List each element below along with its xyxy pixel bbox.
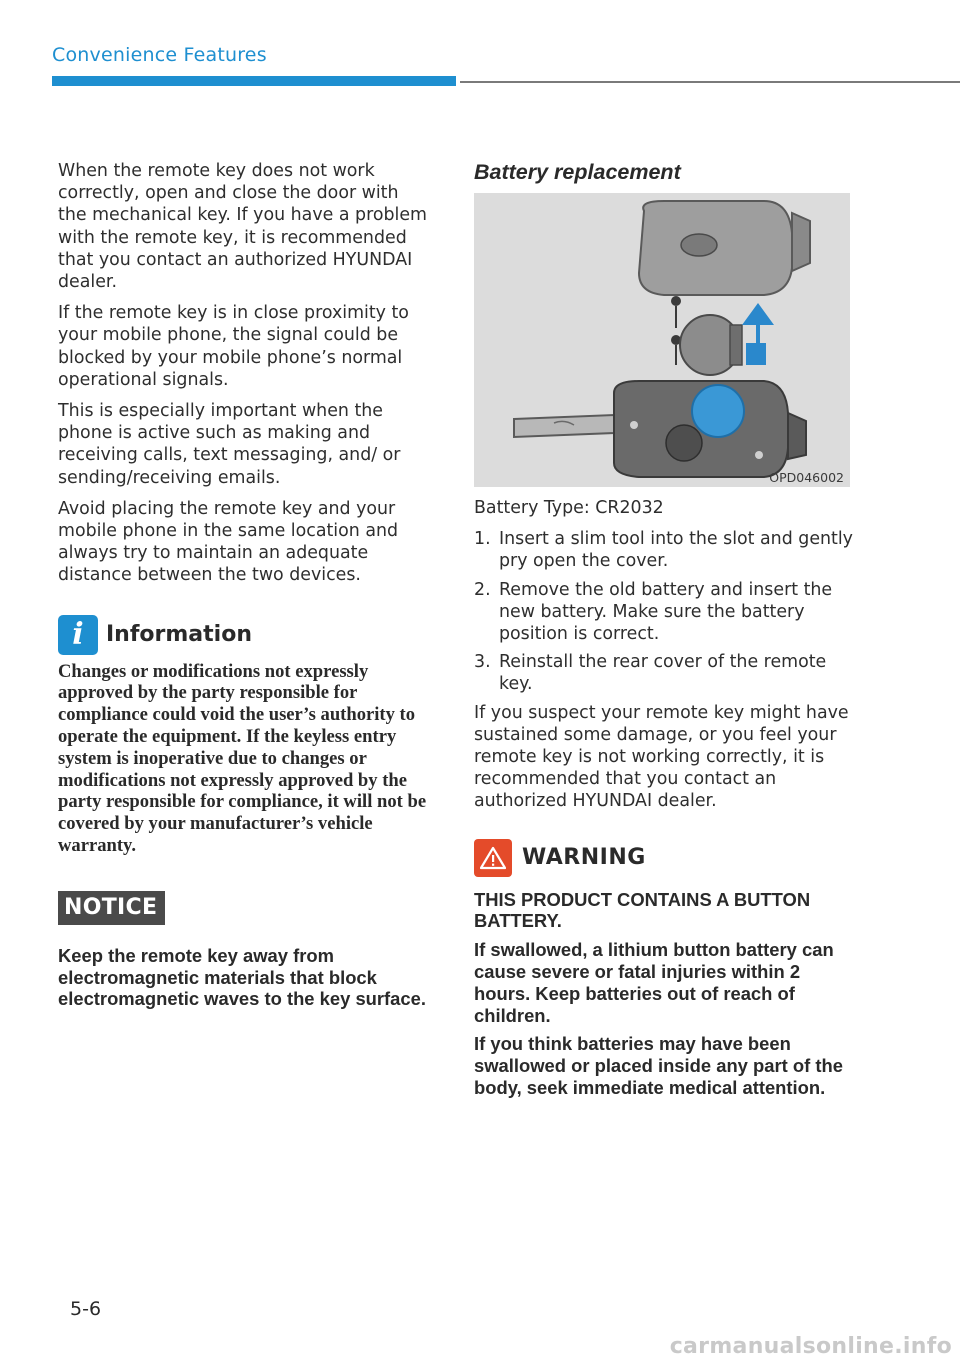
watermark: carmanualsonline.info <box>669 1334 952 1359</box>
remote-key-battery-figure <box>474 193 850 487</box>
figure-code: OPD046002 <box>769 470 844 485</box>
warning-paragraph: THIS PRODUCT CONTAINS A BUTTON BATTERY. <box>474 888 811 932</box>
replacement-steps <box>474 528 854 695</box>
step-text: Reinstall the rear cover of the remote key. <box>499 652 827 695</box>
paragraph: If the remote key is in close proximity to your mobile phone, the signal could be blocked by your mobile phone’s normal operational signals. <box>58 303 409 390</box>
information-header <box>58 615 430 655</box>
warning-title: WARNING <box>522 845 646 871</box>
remote-key-illustration <box>474 193 850 487</box>
warning-header <box>474 839 854 877</box>
information-title: Information <box>106 622 252 648</box>
step-number: 2. <box>474 579 491 600</box>
list-item <box>474 528 854 572</box>
paragraph: When the remote key does not work correctly, open and close the door with the mechanical key. If you have a problem with the remote key, it is recommended that you contact an authorized HYUNDAI dealer. <box>58 161 427 293</box>
battery-replacement-heading: Battery replacement <box>474 160 681 184</box>
list-item <box>474 651 854 695</box>
step-text: Remove the old battery and insert the new battery. Make sure the battery position is correct. <box>499 579 833 645</box>
section-title: Convenience Features <box>52 44 267 66</box>
warning-body <box>474 889 854 1099</box>
warning-triangle-icon <box>474 839 512 877</box>
paragraph: This is especially important when the phone is active such as making and receiving calls, text messaging, and/ or sending/receiving emails. <box>58 401 401 488</box>
warning-paragraph: If you think batteries may have been swallowed or placed inside any part of the body, seek immediate medical attention. <box>474 1033 843 1099</box>
warning-paragraph: If swallowed, a lithium button battery can cause severe or fatal injuries within 2 hours. Keep batteries out of reach of children. <box>474 939 834 1026</box>
paragraph: Avoid placing the remote key and your mobile phone in the same location and always try to maintain an adequate distance between the two devices. <box>58 498 399 586</box>
battery-type: Battery Type: CR2032 <box>474 498 664 518</box>
header-divider <box>460 81 960 83</box>
step-number: 1. <box>474 529 491 550</box>
info-icon: i <box>58 615 98 655</box>
list-item <box>474 579 854 646</box>
right-column <box>474 160 854 1106</box>
step-text: Insert a slim tool into the slot and gently pry open the cover. <box>499 529 853 572</box>
left-column <box>58 160 430 1010</box>
header-accent-bar <box>52 76 456 86</box>
notice-label: NOTICE <box>58 891 165 925</box>
information-body: Changes or modifications not expressly approved by the party responsible for compliance could void the user’s authority to operate the equipment. If the keyless entry system is inoperative due to changes or modifications not expressly approved by the party responsible for compliance, it will not be covered by your manufacturer’s vehicle warranty. <box>58 660 427 857</box>
page-number: 5-6 <box>70 1298 102 1320</box>
step-number: 3. <box>474 652 491 673</box>
notice-body: Keep the remote key away from electromagnetic materials that block electromagnetic waves to the key surface. <box>58 944 426 1010</box>
paragraph: If you suspect your remote key might have sustained some damage, or you feel your remote key is not working correctly, it is recommended that you contact an authorized HYUNDAI dealer. <box>474 702 849 812</box>
